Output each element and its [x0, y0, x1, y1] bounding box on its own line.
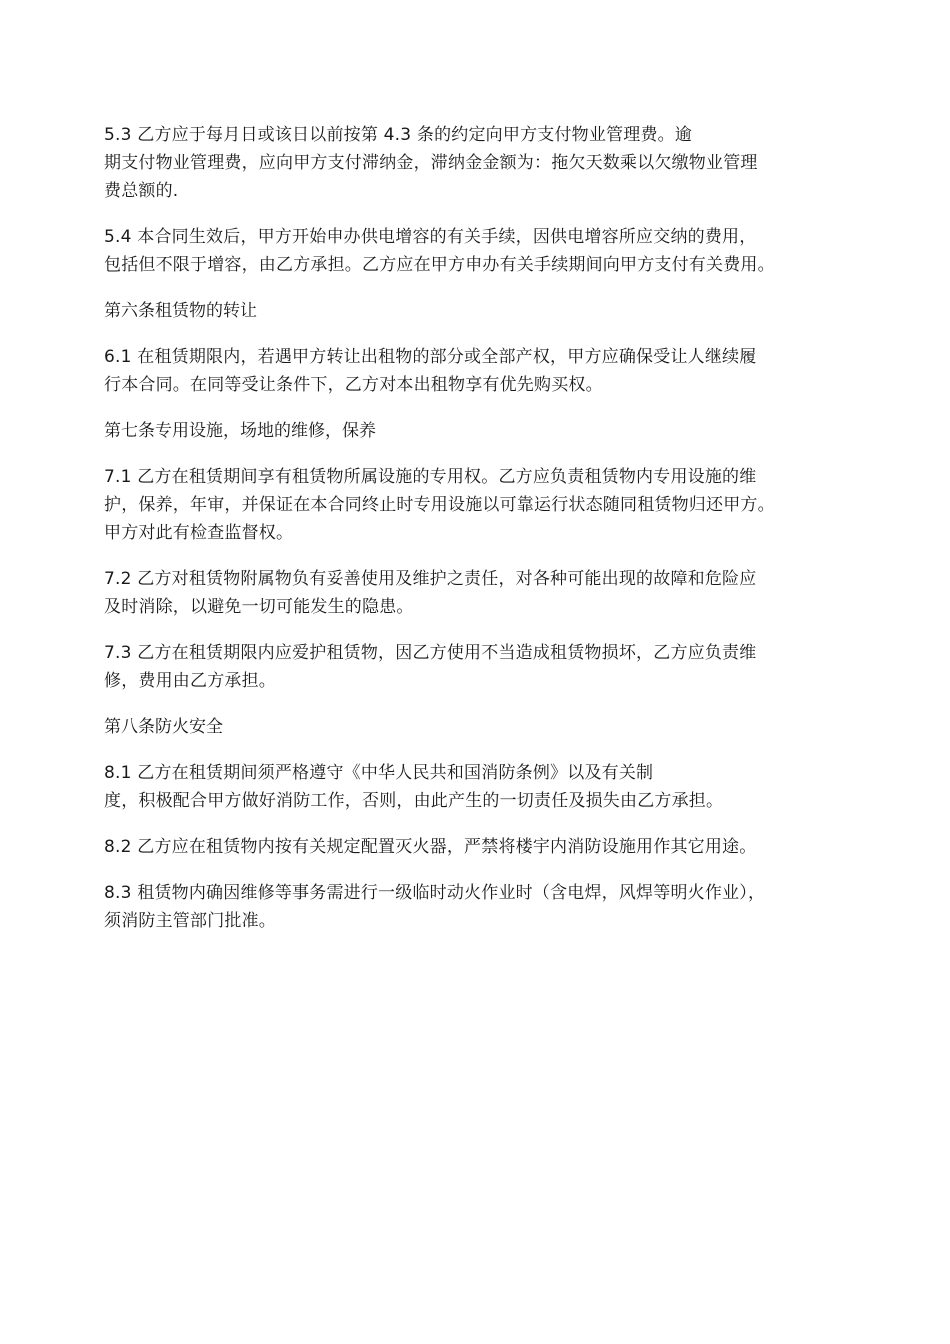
text-line: 护，保养，年审，并保证在本合同终止时专用设施以可靠运行状态随同租赁物归还甲方。 [104, 495, 775, 515]
text-line: 6.1 在租赁期限内，若遇甲方转让出租物的部分或全部产权，甲方应确保受让人继续履 [104, 347, 757, 367]
clause-5-3 [104, 121, 846, 205]
clause-7-1 [104, 463, 846, 547]
text-line: 7.3 乙方在租赁期限内应爱护租赁物，因乙方使用不当造成租赁物损坏，乙方应负责维 [104, 643, 757, 663]
heading-text: 第七条专用设施，场地的维修，保养 [104, 421, 376, 441]
text-line: 7.2 乙方对租赁物附属物负有妥善使用及维护之责任，对各种可能出现的故障和危险应 [104, 569, 757, 589]
clause-8-3 [104, 879, 846, 935]
text-line: 期支付物业管理费，应向甲方支付滞纳金，滞纳金金额为：拖欠天数乘以欠缴物业管理 [104, 153, 758, 173]
text-line: 须消防主管部门批准。 [104, 911, 276, 931]
text-line: 5.3 乙方应于每月日或该日以前按第 4.3 条的约定向甲方支付物业管理费。逾 [104, 125, 693, 145]
clause-8-2 [104, 833, 846, 861]
heading-text: 第八条防火安全 [104, 717, 223, 737]
text-line: 5.4 本合同生效后，甲方开始申办供电增容的有关手续，因供电增容所应交纳的费用， [104, 227, 757, 247]
text-line: 行本合同。在同等受让条件下，乙方对本出租物享有优先购买权。 [104, 375, 603, 395]
text-line: 甲方对此有检查监督权。 [104, 523, 294, 543]
article-7-heading [104, 417, 846, 445]
text-line: 7.1 乙方在租赁期间享有租赁物所属设施的专用权。乙方应负责租赁物内专用设施的维 [104, 467, 757, 487]
text-line: 及时消除，以避免一切可能发生的隐患。 [104, 597, 414, 617]
clause-7-3 [104, 639, 846, 695]
clause-7-2 [104, 565, 846, 621]
heading-text: 第六条租赁物的转让 [104, 301, 257, 321]
clause-5-4 [104, 223, 846, 279]
text-line: 8.1 乙方在租赁期间须严格遵守《中华人民共和国消防条例》以及有关制 [104, 763, 654, 783]
text-line: 度，积极配合甲方做好消防工作，否则，由此产生的一切责任及损失由乙方承担。 [104, 791, 724, 811]
clause-6-1 [104, 343, 846, 399]
clause-8-1 [104, 759, 846, 815]
article-6-heading [104, 297, 846, 325]
text-line: 8.2 乙方应在租赁物内按有关规定配置灭火器，严禁将楼宇内消防设施用作其它用途。 [104, 837, 757, 857]
text-line: 包括但不限于增容，由乙方承担。乙方应在甲方申办有关手续期间向甲方支付有关费用。 [104, 255, 775, 275]
text-line: 费总额的. [104, 181, 179, 201]
text-line: 8.3 租赁物内确因维修等事务需进行一级临时动火作业时（含电焊，风焊等明火作业）， [104, 883, 766, 903]
text-line: 修，费用由乙方承担。 [104, 671, 276, 691]
document-body [104, 121, 846, 953]
article-8-heading [104, 713, 846, 741]
